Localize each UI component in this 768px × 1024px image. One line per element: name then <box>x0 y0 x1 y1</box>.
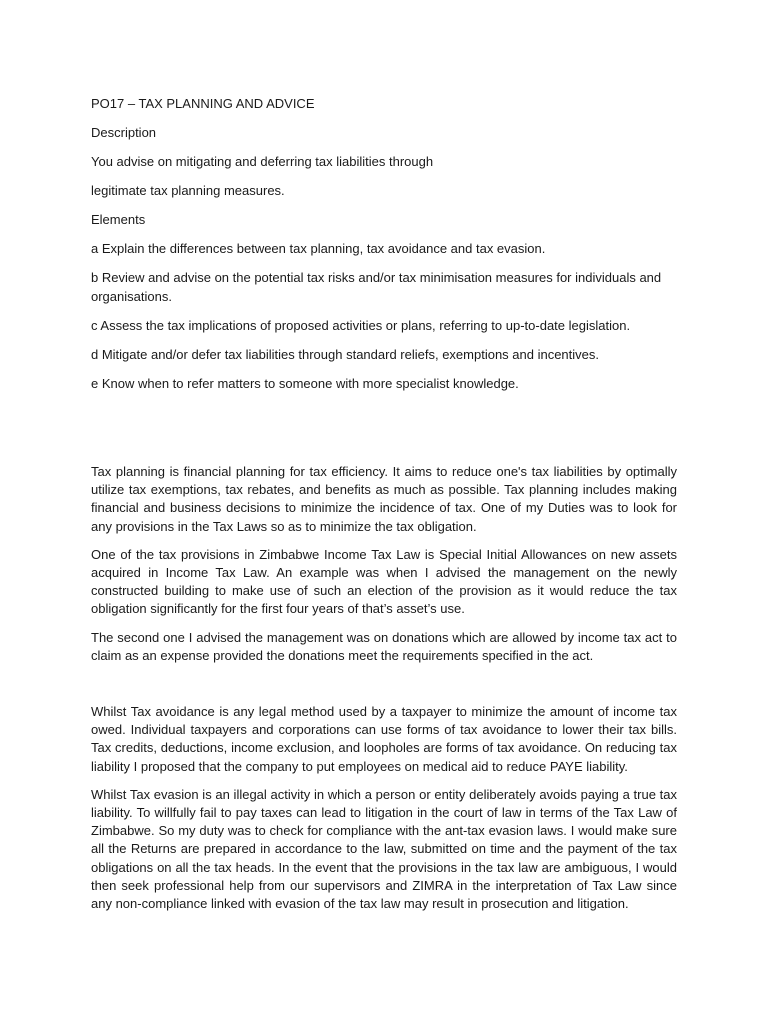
section-gap <box>91 403 677 463</box>
element-item-b: b Review and advise on the potential tax risks and/or tax minimisation measures for individuals and organisations. <box>91 270 662 304</box>
paragraph-tax-avoidance: Whilst Tax avoidance is any legal method used by a taxpayer to minimize the amount of income tax owed. Individual taxpayers and corporations can use forms of tax avoidance to lower their tax bills. Tax credits, deductions, income exclusion, and loopholes are forms of tax avoidance. On reducing tax liability I proposed that the company to put employees on medical aid to reduce PAYE liability. <box>91 704 677 774</box>
paragraph-tax-planning: Tax planning is financial planning for tax efficiency. It aims to reduce one's tax liabilities by optimally utilize tax exemptions, tax rebates, and benefits as much as possible. Tax planning includes making financial and business decisions to minimize the incidence of tax. One of my Duties was to look for any provisions in the Tax Laws so as to minimize the tax obligation. <box>91 464 677 534</box>
element-item-e: e Know when to refer matters to someone with more specialist knowledge. <box>91 376 519 391</box>
section-gap <box>91 675 677 703</box>
element-item-c: c Assess the tax implications of proposed activities or plans, referring to up-to-date legislation. <box>91 318 631 333</box>
description-heading: Description <box>91 125 157 140</box>
description-line-1: You advise on mitigating and deferring tax liabilities through <box>91 154 434 169</box>
paragraph-donations: The second one I advised the management was on donations which are allowed by income tax act to claim as an expense provided the donations meet the requirements specified in the act. <box>91 629 677 663</box>
description-line-2: legitimate tax planning measures. <box>91 183 285 198</box>
paragraph-tax-evasion: Whilst Tax evasion is an illegal activity in which a person or entity deliberately avoids paying a true tax liability. To willfully fail to pay taxes can lead to litigation in the court of law in terms of the Tax Law of Zimbabwe. So my duty was to check for compliance with the ant-tax evasion laws. I would make sure all the Returns are prepared in accordance to the law, submitted on time and the payment of the tax obligations on all the tax heads. In the event that the provisions in the tax law are ambiguous, I would then seek professional help from our supervisors and ZIMRA in the interpretation of Tax Law since any non-compliance linked with evasion of the tax law may result in prosecution and litigation. <box>91 786 677 912</box>
paragraph-special-initial-allowances: One of the tax provisions in Zimbabwe Income Tax Law is Special Initial Allowances on new assets acquired in Income Tax Law. An example was when I advised the management on the newly constructed building to make use of such an election of the provision as it would reduce the tax obligation significantly for the first four years of that’s asset’s use. <box>91 546 677 617</box>
element-item-d: d Mitigate and/or defer tax liabilities through standard reliefs, exemptions and incentives. <box>91 347 600 362</box>
elements-heading: Elements <box>91 212 146 227</box>
document-title: PO17 – TAX PLANNING AND ADVICE <box>91 96 315 111</box>
element-item-a: a Explain the differences between tax planning, tax avoidance and tax evasion. <box>91 241 546 256</box>
